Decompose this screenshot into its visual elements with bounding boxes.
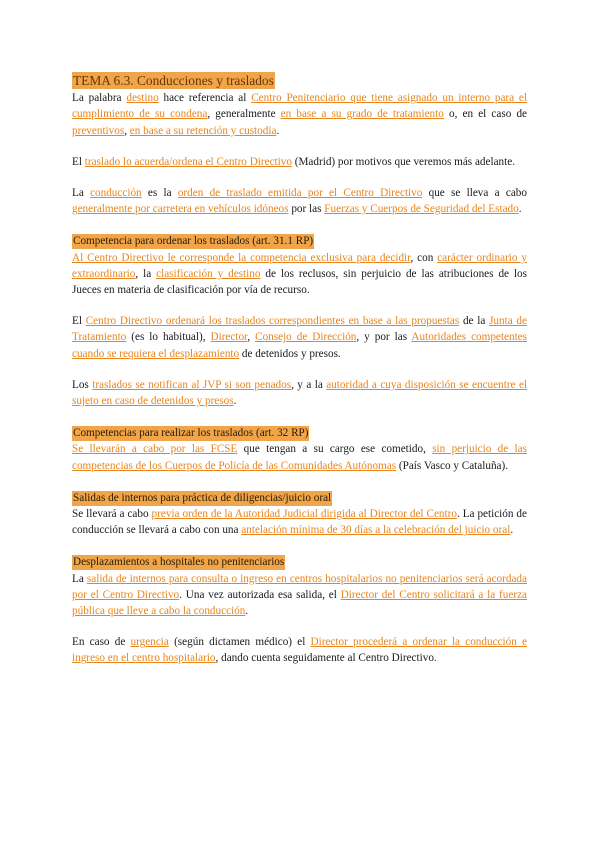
page-title: TEMA 6.3. Conducciones y traslados [73, 73, 274, 88]
text: de detenidos y presos. [239, 347, 341, 360]
text: , la [135, 267, 157, 280]
text: El [72, 155, 85, 168]
text: hace referencia al [158, 92, 252, 105]
highlight: en base a su retención y custodia [129, 124, 277, 137]
document-page [72, 72, 527, 682]
highlight: Centro Penitenciario que tiene asignado un interno para el cumplimiento de su condena [72, 92, 527, 121]
text: . [245, 605, 249, 618]
highlight: traslado lo acuerda/ordena el Centro Directivo [84, 155, 292, 168]
text: (Madrid) por motivos que veremos más adelante. [291, 155, 516, 168]
text: . [276, 124, 280, 137]
text: (según dictamen médico) el [168, 636, 311, 649]
text: , [124, 124, 130, 137]
highlight: Autoridades competentes cuando se requiera el desplazamiento [72, 331, 527, 360]
text: que tengan a su cargo ese cometido, [237, 443, 433, 456]
text: (País Vasco y Cataluña). [396, 459, 509, 472]
paragraph-centro-directivo [72, 250, 527, 299]
text: , [247, 331, 256, 344]
text: que se lleva a cabo [422, 187, 527, 200]
highlight: previa orden de la Autoridad Judicial dirigida al Director del Centro [151, 508, 457, 521]
highlight: destino [126, 92, 159, 105]
text: de los reclusos, sin perjuicio de las atribuciones de los Jueces en materia de clasificación por vía de recurso. [72, 267, 527, 297]
highlight: Director [210, 331, 248, 344]
highlight: preventivos [72, 124, 125, 137]
paragraph-urgencia [72, 634, 527, 666]
highlight: clasificación y destino [156, 267, 261, 280]
text: . Una vez autorizada esa salida, el [179, 588, 341, 601]
highlight: Centro Directivo ordenará los traslados correspondientes en base a las propuestas [85, 315, 460, 328]
text: es la [141, 187, 178, 200]
text: , y por las [356, 331, 412, 344]
text: . [233, 395, 237, 408]
text: . [510, 524, 514, 537]
text: , generalmente [207, 108, 281, 121]
highlight: generalmente por carretera en vehículos idóneos [72, 203, 289, 216]
highlight: Director procederá a ordenar la conducción e ingreso en el centro hospitalario [72, 636, 527, 665]
text: , dando cuenta seguidamente al Centro Directivo. [215, 652, 437, 665]
highlight: conducción [90, 187, 142, 200]
text: (es lo habitual), [126, 331, 211, 344]
text: El [72, 315, 86, 328]
highlight: salida de internos para consulta o ingreso en centros hospitalarios no penitenciarios será acordada por el Centro Directivo [72, 572, 527, 601]
text: En caso de [72, 636, 131, 649]
highlight: antelación mínima de 30 días a la celebración del juicio oral [241, 524, 511, 537]
text: , con [410, 251, 438, 264]
highlight: Al Centro Directivo le corresponde la competencia exclusiva para decidir [72, 251, 411, 264]
paragraph-juicio-oral [72, 506, 527, 538]
text: de la [459, 315, 490, 328]
highlight: Fuerzas y Cuerpos de Seguridad del Estado [324, 203, 519, 216]
text: Los [72, 378, 93, 391]
text: La [72, 187, 91, 200]
text: Se llevará a cabo [72, 508, 152, 521]
highlight: Director del Centro solicitará a la fuerza pública que lleve a cabo la conducción [72, 588, 528, 618]
highlight: traslados se notifican al JVP si son penados [92, 378, 292, 391]
paragraph-destino [72, 90, 527, 139]
paragraph-notifican [72, 377, 527, 409]
paragraph-traslado [72, 154, 527, 170]
text: La [72, 572, 87, 585]
highlight: carácter ordinario y extraordinario [72, 251, 528, 280]
text: . [518, 203, 522, 216]
highlight: autoridad a cuya disposición se encuentre el sujeto en caso de detenidos y presos [72, 378, 528, 408]
highlight: urgencia [130, 636, 169, 649]
highlight: Se llevarán a cabo por las FCSE [72, 443, 238, 456]
text: . La petición de conducción se llevará a cabo con una [72, 508, 527, 537]
highlight: Consejo de Dirección [255, 331, 357, 344]
paragraph-conduccion [72, 185, 527, 217]
paragraph-salida-hospital [72, 571, 527, 620]
highlight: en base a su grado de tratamiento [280, 108, 444, 121]
text: , y a la [291, 378, 327, 391]
text: por las [288, 203, 325, 216]
section-heading-competencias-realizar: Competencias para realizar los traslados (art. 32 RP) [73, 427, 309, 440]
paragraph-ordenara-traslados [72, 313, 527, 362]
section-heading-salidas-diligencias: Salidas de internos para práctica de diligencias/juicio oral [73, 491, 332, 504]
highlight: Junta de Tratamiento [72, 315, 527, 344]
section-heading-competencia-ordenar: Competencia para ordenar los traslados (art. 31.1 RP) [73, 235, 314, 248]
paragraph-fcse [72, 441, 527, 473]
text: La palabra [72, 92, 127, 105]
section-heading-hospitales: Desplazamientos a hospitales no penitenciarios [73, 556, 285, 569]
highlight: sin perjuicio de las competencias de los Cuerpos de Policía de las Comunidades Autónomas [72, 443, 527, 472]
highlight: orden de traslado emitida por el Centro Directivo [177, 187, 423, 200]
text: o, en el caso de [443, 108, 527, 121]
